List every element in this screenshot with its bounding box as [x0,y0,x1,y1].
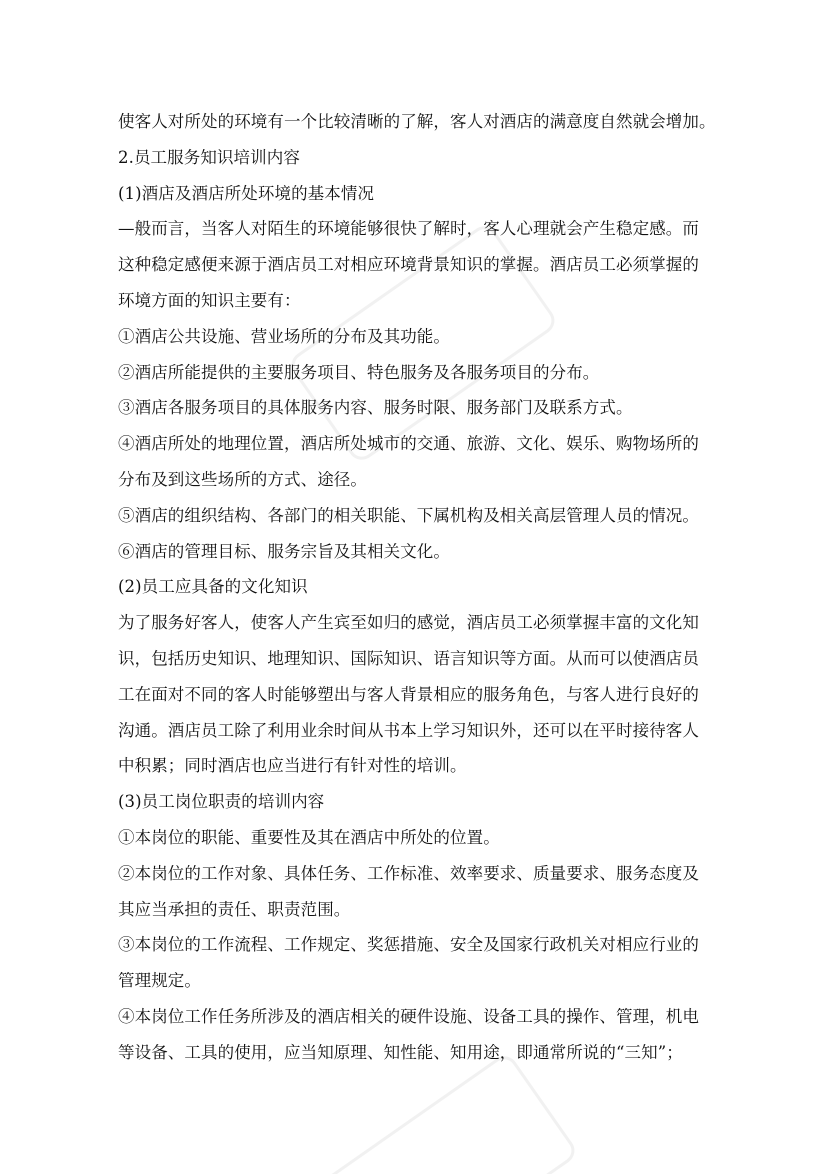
text-line: 这种稳定感便来源于酒店员工对相应环境背景知识的掌握。酒店员工必须掌握的 [118,255,699,275]
subsection-heading: (2)员工应具备的文化知识 [118,577,308,597]
list-item: ①酒店公共设施、营业场所的分布及其功能。 [118,326,450,346]
text-line: 工在面对不同的客人时能够塑出与客人背景相应的服务角色，与客人进行良好的 [118,684,699,704]
text-line: 识，包括历史知识、地理知识、国际知识、语言知识等方面。从而可以使酒店员 [118,648,699,668]
list-item: ③酒店各服务项目的具体服务内容、服务时限、服务部门及联系方式。 [118,398,633,418]
text-line: 其应当承担的责任、职责范围。 [118,899,351,919]
text-line: 分布及到这些场所的方式、途径。 [118,469,367,489]
text-line: 为了服务好客人，使客人产生宾至如归的感觉，酒店员工必须掌握丰富的文化知 [118,613,699,633]
subsection-heading: (3)员工岗位职责的培训内容 [118,792,325,812]
text-line: 管理规定。 [118,971,201,991]
text-line: —般而言，当客人对陌生的环境能够很快了解时，客人心理就会产生稳定感。而 [118,219,699,239]
list-item: ⑥酒店的管理目标、服务宗旨及其相关文化。 [118,541,450,561]
list-item: ④本岗位工作任务所涉及的酒店相关的硬件设施、设备工具的操作、管理，机电 [118,1006,699,1026]
list-item: ②酒店所能提供的主要服务项目、特色服务及各服务项目的分布。 [118,362,600,382]
list-item: ③本岗位的工作流程、工作规定、奖惩措施、安全及国家行政机关对相应行业的 [118,935,699,955]
text-line: 使客人对所处的环境有一个比较清晰的了解，客人对酒店的满意度自然就会增加。 [118,112,716,131]
text-line: 沟通。酒店员工除了利用业余时间从书本上学习知识外，还可以在平时接待客人 [118,720,699,740]
text-line: 环境方面的知识主要有： [118,290,301,310]
list-item: ①本岗位的职能、重要性及其在酒店中所处的位置。 [118,827,500,847]
list-item: ④酒店所处的地理位置，酒店所处城市的交通、旅游、文化、娱乐、购物场所的 [118,434,699,454]
subsection-heading: (1)酒店及酒店所处环境的基本情况 [118,183,375,203]
document-body [118,104,718,1071]
section-heading: 2.员工服务知识培训内容 [118,147,300,167]
list-item: ⑤酒店的组织结构、各部门的相关职能、下属机构及相关高层管理人员的情况。 [118,505,699,525]
text-line: 中积累；同时酒店也应当进行有针对性的培训。 [118,756,467,776]
text-line: 等设备、工具的使用，应当知原理、知性能、知用途，即通常所说的“三知”； [118,1042,683,1062]
list-item: ②本岗位的工作对象、具体任务、工作标准、效率要求、质量要求、服务态度及 [118,863,699,883]
